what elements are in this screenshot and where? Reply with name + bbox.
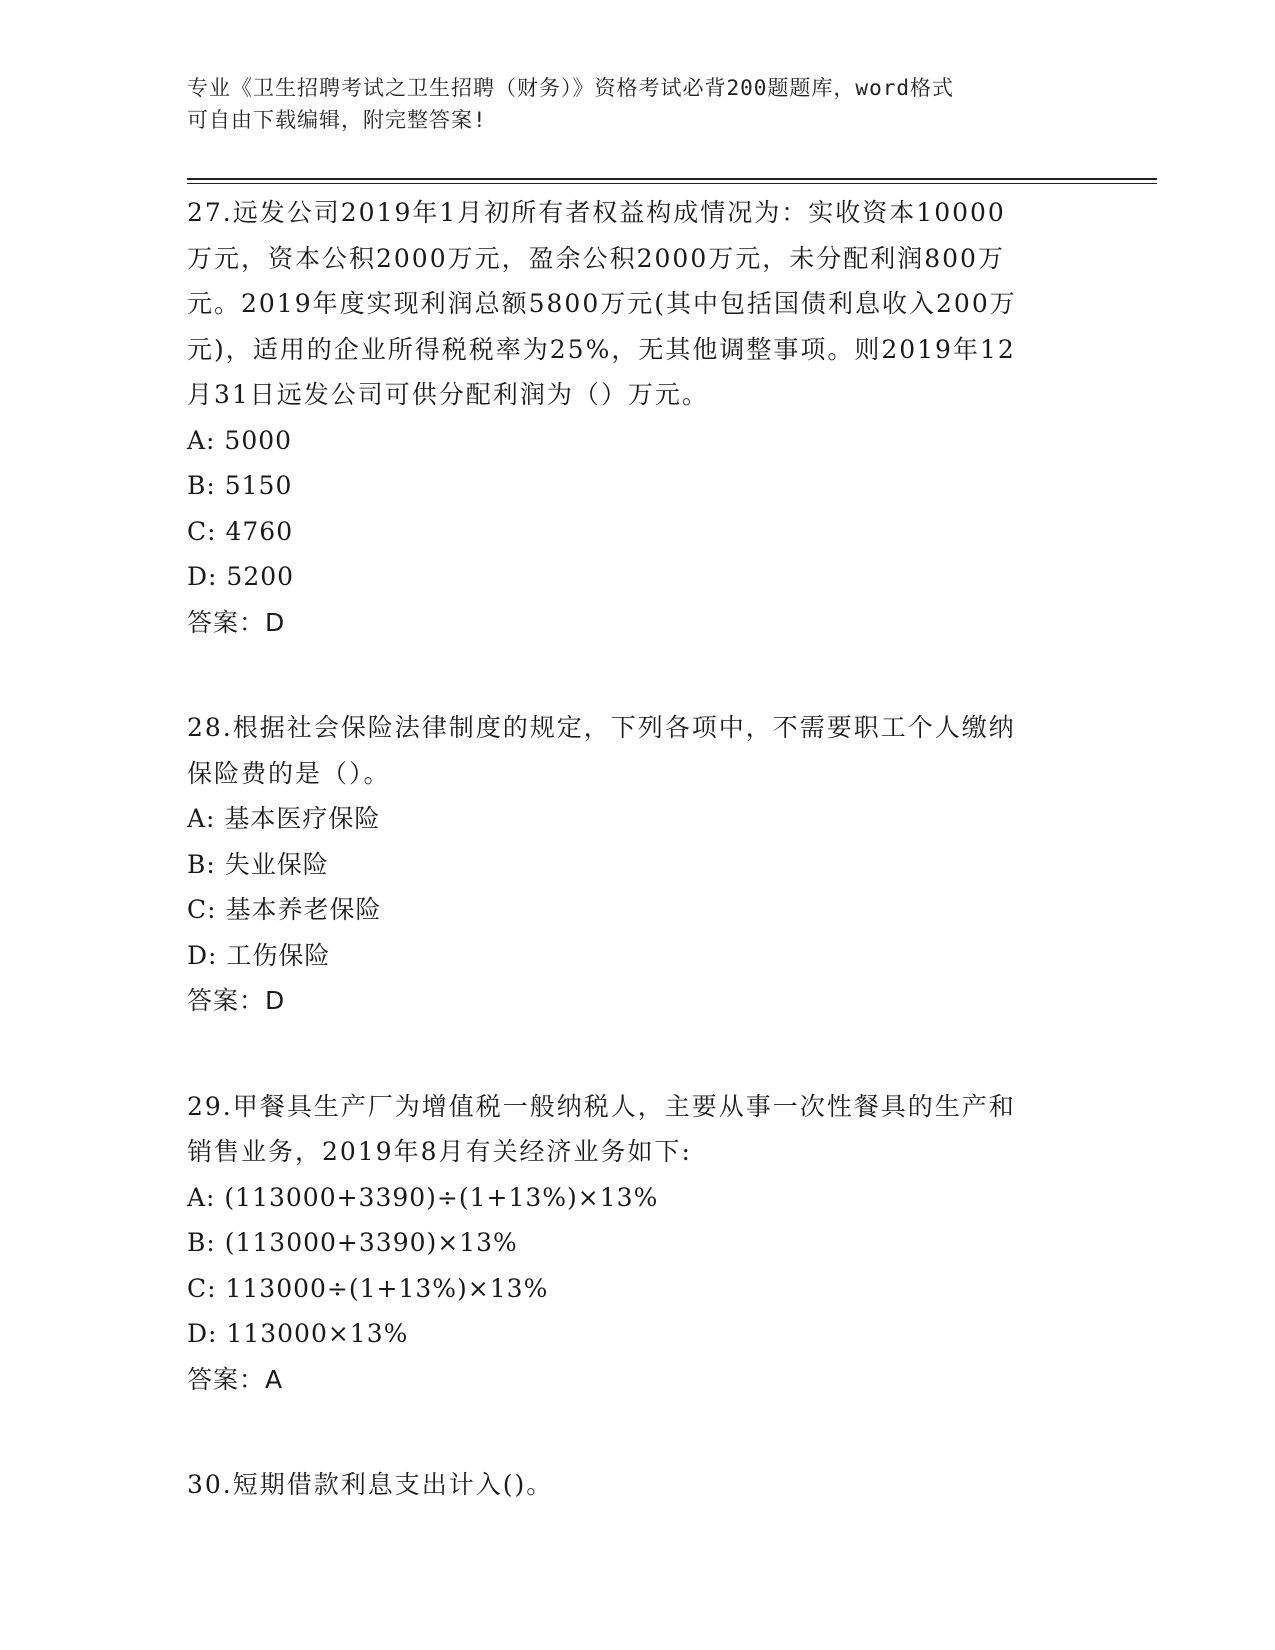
answer-line: 答案：D — [187, 607, 286, 637]
option-a: A: 基本医疗保险 — [187, 804, 381, 833]
question-29 — [187, 1084, 1087, 1403]
question-text-line: 29.甲餐具生产厂为增值税一般纳税人，主要从事一次性餐具的生产和 — [187, 1091, 1016, 1121]
question-list — [187, 190, 1087, 1568]
question-27 — [187, 190, 1087, 645]
answer-line: 答案：D — [187, 986, 286, 1015]
question-text-line: 元)，适用的企业所得税税率为25%，无其他调整事项。则2019年12 — [187, 334, 1016, 364]
question-text-line: 保险费的是（）。 — [187, 758, 391, 788]
option-b: B: 失业保险 — [187, 849, 329, 879]
question-text-line: 27.远发公司2019年1月初所有者权益构成情况为：实收资本10000 — [187, 198, 1006, 227]
question-28 — [187, 705, 1087, 1024]
question-text-line: 元。2019年度实现利润总额5800万元(其中包括国债利息收入200万 — [187, 289, 1017, 318]
option-d: D: 工伤保险 — [187, 940, 331, 970]
header-line-1: 专业《卫生招聘考试之卫生招聘（财务）》资格考试必背200题题库，word格式 — [187, 76, 954, 100]
header-divider — [187, 178, 1157, 180]
question-text-line: 万元，资本公积2000万元，盈余公积2000万元，未分配利润800万 — [187, 243, 1005, 273]
option-b: B: 5150 — [187, 471, 293, 500]
header-divider-thin — [187, 183, 1157, 184]
question-text-line: 销售业务，2019年8月有关经济业务如下: — [187, 1137, 692, 1166]
option-c: C: 113000÷(1+13%)×13% — [187, 1273, 549, 1303]
answer-line: 答案：A — [187, 1364, 284, 1394]
option-b: B: (113000+3390)×13% — [187, 1228, 518, 1257]
option-c: C: 4760 — [187, 516, 294, 546]
option-d: D: 113000×13% — [187, 1319, 409, 1348]
option-c: C: 基本养老保险 — [187, 895, 382, 924]
option-a: A: 5000 — [187, 425, 293, 455]
option-d: D: 5200 — [187, 562, 295, 591]
header-line-2: 可自由下载编辑，附完整答案! — [187, 108, 487, 132]
question-text-line: 28.根据社会保险法律制度的规定，下列各项中，不需要职工个人缴纳 — [187, 713, 1016, 742]
question-text-line: 月31日远发公司可供分配利润为（）万元。 — [187, 380, 709, 409]
question-30 — [187, 1462, 1087, 1508]
question-text-line: 30.短期借款利息支出计入()。 — [187, 1470, 554, 1499]
option-a: A: (113000+3390)÷(1+13%)×13% — [187, 1182, 659, 1212]
page-header — [187, 72, 1087, 136]
